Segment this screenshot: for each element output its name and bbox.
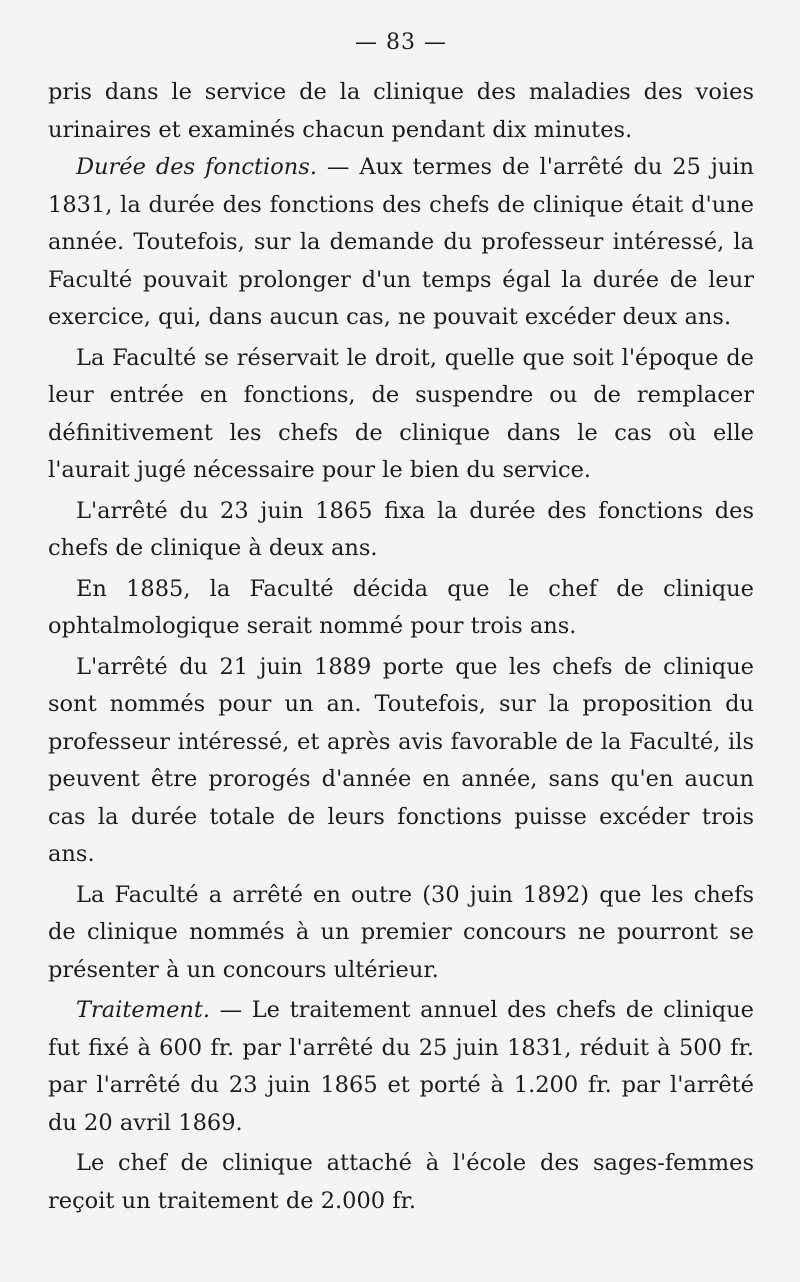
- paragraph-text: L'arrêté du 23 juin 1865 fixa la durée des fonctions des chefs de clinique à deux ans.: [48, 497, 754, 561]
- paragraph-text: — Aux termes de l'arrêté du 25 juin 1831, la durée des fonctions des chefs de clinique était d'une année. Toutefois, sur la demande du professeur intéressé, la Faculté pouvait prolonger d'un temps égal la durée de leur exercice, qui, dans aucun cas, ne pouvait excéder deux ans.: [48, 154, 754, 330]
- section-lead-traitement: Traitement.: [76, 997, 211, 1023]
- paragraph-text: En 1885, la Faculté décida que le chef de clinique ophtalmologique serait nommé pour trois ans.: [48, 575, 754, 639]
- paragraph-text: Le chef de clinique attaché à l'école des sages-femmes reçoit un traitement de 2.000 fr.: [48, 1150, 754, 1214]
- paragraph-text: La Faculté a arrêté en outre (30 juin 1892) que les chefs de clinique nommés à un premier concours ne pourront se présenter à un concours ultérieur.: [48, 881, 754, 983]
- paragraph-sages-femmes: [48, 1145, 754, 1220]
- paragraph-text: L'arrêté du 21 juin 1889 porte que les chefs de clinique sont nommés pour un an. Toutefois, sur la proposition du professeur intéressé, et après avis favorable de la Faculté, ils peuvent être prorogés d'année en année, sans qu'en aucun cas la durée totale de leurs fonctions puisse excéder trois ans.: [48, 653, 754, 867]
- paragraph-arrete-1889: [48, 649, 754, 874]
- paragraph-reserve-droit: [48, 340, 754, 490]
- paragraph-text: pris dans le service de la clinique des maladies des voies urinaires et examinés chacun pendant dix minutes.: [48, 79, 754, 143]
- page-number: — 83 —: [355, 30, 447, 55]
- paragraph-traitement: [48, 992, 754, 1142]
- paragraph-text: — Le traitement annuel des chefs de clinique fut fixé à 600 fr. par l'arrêté du 25 juin 1831, réduit à 500 fr. par l'arrêté du 23 juin 1865 et porté à 1.200 fr. par l'arrêté du 20 avril 1869.: [48, 997, 754, 1136]
- paragraph-arrete-1865: [48, 493, 754, 568]
- paragraph-continuation: [48, 74, 754, 149]
- paragraph-duree-des-fonctions: [48, 149, 754, 337]
- paragraph-1885: [48, 571, 754, 646]
- section-lead-duree: Durée des fonctions.: [76, 154, 317, 180]
- paragraph-1892: [48, 877, 754, 990]
- paragraph-text: La Faculté se réservait le droit, quelle que soit l'époque de leur entrée en fonctions, de suspendre ou de remplacer définitivement les chefs de clinique dans le cas où elle l'aurait jugé nécessaire pour le bien du service.: [48, 344, 754, 483]
